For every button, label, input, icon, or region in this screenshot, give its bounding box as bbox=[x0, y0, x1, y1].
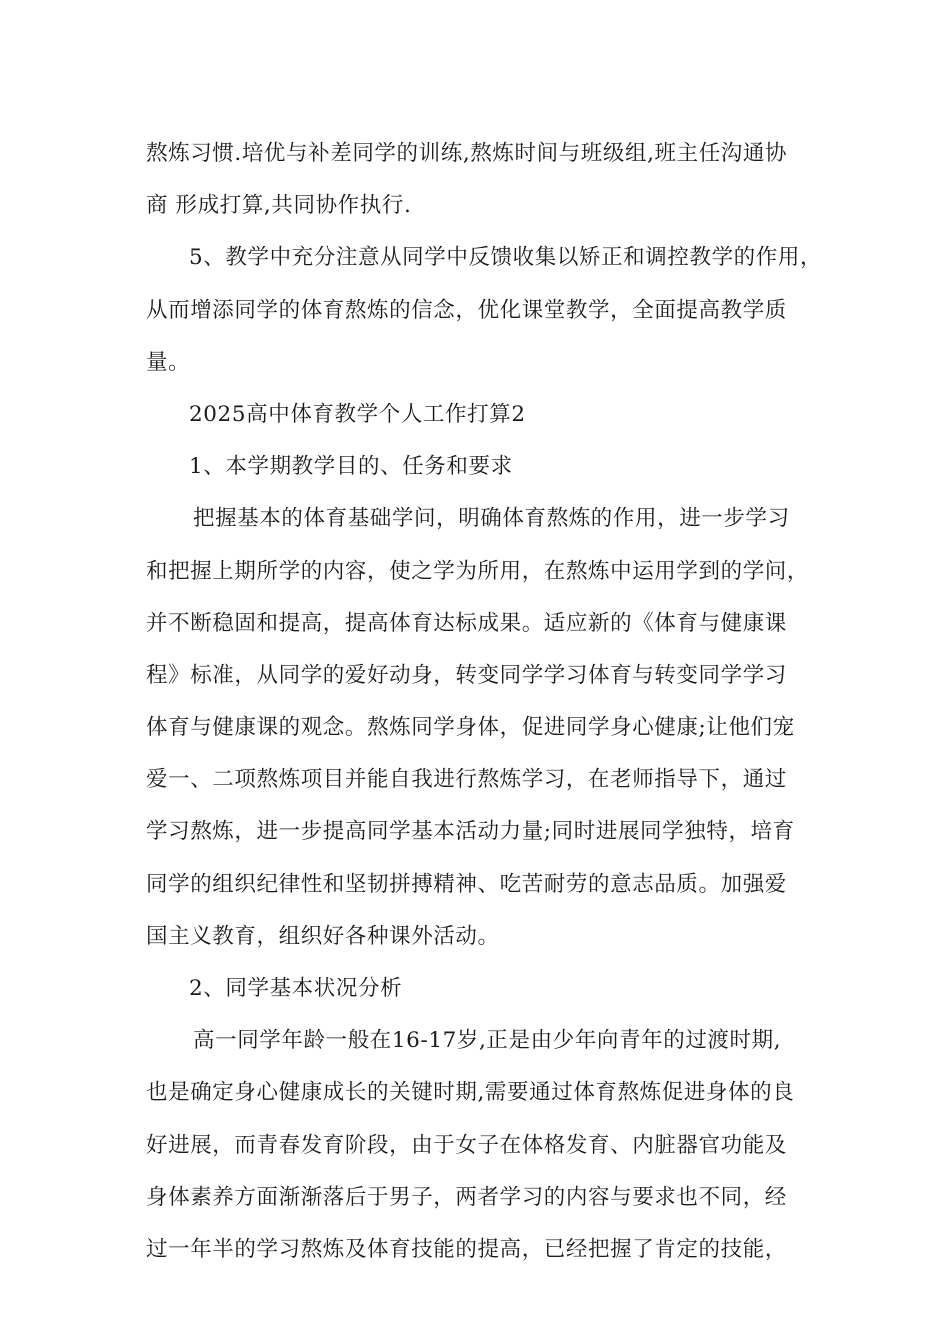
paragraph-line: 从而增添同学的体育熬炼的信念，优化课堂教学，全面提高教学质 bbox=[146, 297, 787, 323]
paragraph-line: 也是确定身心健康成长的关键时期,需要通过体育熬炼促进身体的良 bbox=[146, 1080, 795, 1106]
subsection-heading: 1、本学期教学目的、任务和要求 bbox=[189, 454, 513, 480]
paragraph-line: 和把握上期所学的内容，使之学为所用，在熬炼中运用学到的学问， bbox=[146, 558, 810, 584]
paragraph-line: 学习熬炼，进一步提高同学基本活动力量;同时进展同学独特，培育 bbox=[146, 819, 795, 845]
subsection-heading: 2、同学基本状况分析 bbox=[189, 976, 403, 1001]
paragraph-line: 爱一、二项熬炼项目并能自我进行熬炼学习，在老师指导下，通过 bbox=[146, 767, 787, 793]
paragraph-line: 身体素养方面渐渐落后于男子，两者学习的内容与要求也不同，经 bbox=[146, 1184, 787, 1210]
paragraph-line: 高一同学年龄一般在16-17岁,正是由少年向青年的过渡时期, bbox=[193, 1028, 782, 1054]
paragraph-line: 量。 bbox=[146, 349, 191, 375]
paragraph-line: 熬炼习惯.培优与补差同学的训练,熬炼时间与班级组,班主任沟通协 bbox=[146, 141, 788, 166]
paragraph-line: 国主义教育，组织好各种课外活动。 bbox=[146, 923, 500, 949]
section-heading: 2025高中体育教学个人工作打算2 bbox=[189, 401, 526, 427]
paragraph-line: 同学的组织纪律性和坚韧拼搏精神、吃苦耐劳的意志品质。加强爱 bbox=[146, 871, 787, 897]
paragraph-line: 程》标准，从同学的爱好动身，转变同学学习体育与转变同学学习 bbox=[146, 662, 787, 688]
paragraph-line: 把握基本的体育基础学问，明确体育熬炼的作用，进一步学习 bbox=[193, 506, 790, 532]
paragraph-line: 并不断稳固和提高，提高体育达标成果。适应新的《体育与健康课 bbox=[146, 610, 787, 636]
paragraph-line: 商 形成打算,共同协作执行. bbox=[146, 193, 412, 219]
paragraph-line: 过一年半的学习熬炼及体育技能的提高，已经把握了肯定的技能， bbox=[146, 1236, 787, 1262]
paragraph-line: 好进展，而青春发育阶段，由于女子在体格发育、内脏器官功能及 bbox=[146, 1132, 787, 1158]
paragraph-line: 体育与健康课的观念。熬炼同学身体，促进同学身心健康;让他们宠 bbox=[146, 715, 795, 741]
document-body bbox=[146, 131, 826, 1279]
paragraph-line: 5、教学中充分注意从同学中反馈收集以矫正和调控教学的作用， bbox=[189, 245, 823, 271]
